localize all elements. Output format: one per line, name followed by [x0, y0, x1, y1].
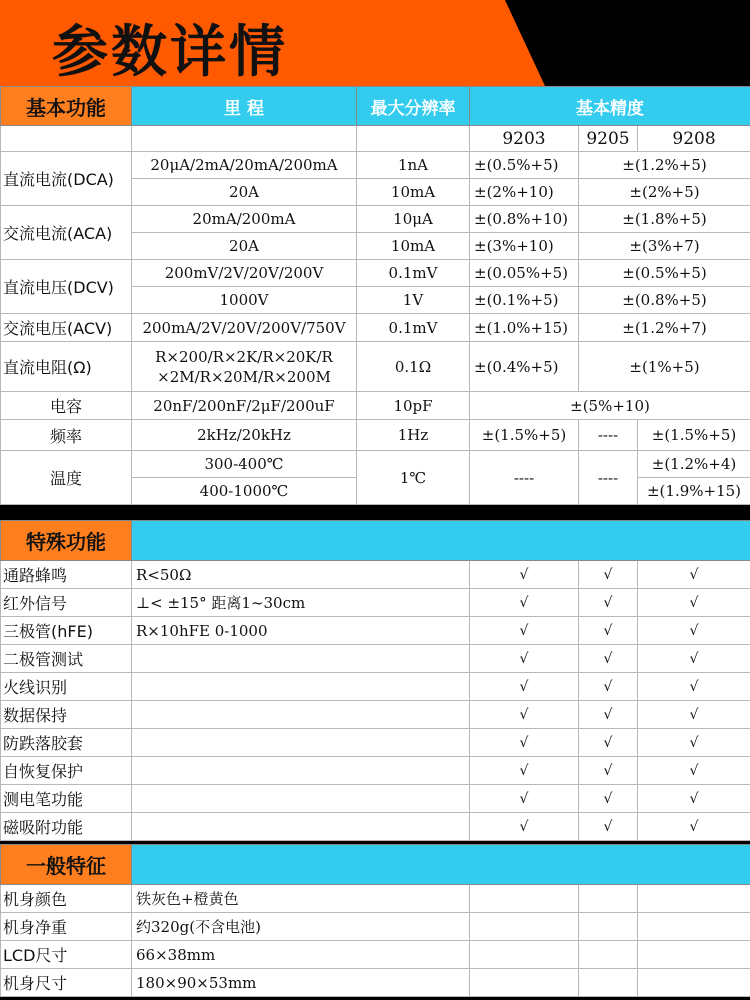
accuracy-9205: ---- — [579, 451, 638, 505]
range-cell — [132, 342, 357, 392]
feature-name: 二极管测试 — [1, 645, 132, 673]
section-label-general: 一般特征 — [1, 845, 132, 885]
table-row — [1, 729, 750, 757]
header-range: 里 程 — [132, 87, 357, 126]
check-9205: √ — [579, 729, 638, 757]
resolution-cell: 10μA — [357, 206, 470, 233]
spec-name: 机身尺寸 — [1, 969, 132, 997]
table-row — [1, 785, 750, 813]
table-row — [1, 314, 750, 342]
table-row — [1, 757, 750, 785]
spec-value: 180×90×53mm — [132, 969, 470, 997]
range-cell: 20nF/200nF/2μF/200uF — [132, 392, 357, 420]
check-9203: √ — [470, 729, 579, 757]
check-9205: √ — [579, 589, 638, 617]
row-label-dca: 直流电流(DCA) — [1, 152, 132, 206]
accuracy-9203: ±(2%+10) — [470, 179, 579, 206]
table-row — [1, 392, 750, 420]
accuracy-9208: ±(1.5%+5) — [638, 420, 750, 451]
accuracy-9205-9208: ±(3%+7) — [579, 233, 750, 260]
range-cell: 400-1000℃ — [132, 478, 357, 505]
accuracy-9203: ±(0.4%+5) — [470, 342, 579, 392]
general-features-table — [0, 844, 750, 997]
accuracy-9205-9208: ±(0.5%+5) — [579, 260, 750, 287]
row-label-aca: 交流电流(ACA) — [1, 206, 132, 260]
feature-desc — [132, 757, 470, 785]
check-9205: √ — [579, 617, 638, 645]
resolution-cell: 10mA — [357, 233, 470, 260]
model-9208: 9208 — [638, 126, 750, 152]
accuracy-9205-9208: ±(2%+5) — [579, 179, 750, 206]
accuracy-9203: ---- — [470, 451, 579, 505]
feature-name: 通路蜂鸣 — [1, 561, 132, 589]
feature-name: 红外信号 — [1, 589, 132, 617]
row-label-ohm: 直流电阻(Ω) — [1, 342, 132, 392]
range-cell: 2kHz/20kHz — [132, 420, 357, 451]
resolution-cell: 1℃ — [357, 451, 470, 505]
check-9203: √ — [470, 645, 579, 673]
model-9205: 9205 — [579, 126, 638, 152]
range-cell: 1000V — [132, 287, 357, 314]
table-row — [1, 589, 750, 617]
accuracy-9205-9208: ±(1.2%+5) — [579, 152, 750, 179]
range-line-1: R×200/R×2K/R×20K/R — [155, 347, 333, 366]
resolution-cell: 1nA — [357, 152, 470, 179]
check-9208: √ — [638, 673, 750, 701]
section-label-basic: 基本功能 — [1, 87, 132, 126]
feature-desc — [132, 701, 470, 729]
feature-desc: ⊥< ±15° 距离1~30cm — [132, 589, 470, 617]
spec-value: 约320g(不含电池) — [132, 913, 470, 941]
feature-name: 防跌落胶套 — [1, 729, 132, 757]
check-9208: √ — [638, 813, 750, 841]
table-row — [1, 420, 750, 451]
check-9208: √ — [638, 589, 750, 617]
section-header-bar — [132, 845, 750, 885]
table-row — [1, 941, 750, 969]
accuracy-9203: ±(3%+10) — [470, 233, 579, 260]
table-row — [1, 342, 750, 392]
table-row — [1, 561, 750, 589]
special-header-row — [1, 521, 750, 561]
table-row — [1, 813, 750, 841]
resolution-cell: 10mA — [357, 179, 470, 206]
spec-value: 66×38mm — [132, 941, 470, 969]
row-label-freq: 频率 — [1, 420, 132, 451]
check-9203: √ — [470, 701, 579, 729]
check-9203: √ — [470, 813, 579, 841]
spec-name: 机身颜色 — [1, 885, 132, 913]
check-9205: √ — [579, 673, 638, 701]
check-9205: √ — [579, 813, 638, 841]
accuracy-9205-9208: ±(0.8%+5) — [579, 287, 750, 314]
check-9203: √ — [470, 673, 579, 701]
table-row — [1, 913, 750, 941]
feature-desc: R<50Ω — [132, 561, 470, 589]
range-cell: 20A — [132, 233, 357, 260]
check-9203: √ — [470, 785, 579, 813]
resolution-cell: 10pF — [357, 392, 470, 420]
feature-name: 数据保持 — [1, 701, 132, 729]
accuracy-9205-9208: ±(1.2%+7) — [579, 314, 750, 342]
accuracy-9203: ±(1.0%+15) — [470, 314, 579, 342]
feature-name: 三极管(hFE) — [1, 617, 132, 645]
table-row — [1, 617, 750, 645]
check-9205: √ — [579, 561, 638, 589]
range-cell: 200mV/2V/20V/200V — [132, 260, 357, 287]
accuracy-9203: ±(0.1%+5) — [470, 287, 579, 314]
check-9208: √ — [638, 617, 750, 645]
spec-name: 机身净重 — [1, 913, 132, 941]
check-9205: √ — [579, 785, 638, 813]
check-9205: √ — [579, 701, 638, 729]
spec-value: 铁灰色+橙黄色 — [132, 885, 470, 913]
accuracy-9203: ±(0.5%+5) — [470, 152, 579, 179]
accuracy-9208: ±(1.2%+4) — [638, 451, 750, 478]
header-accuracy: 基本精度 — [470, 87, 750, 126]
table-row — [1, 969, 750, 997]
feature-desc: R×10hFE 0-1000 — [132, 617, 470, 645]
accuracy-all-models: ±(5%+10) — [470, 392, 750, 420]
range-line-2: ×2M/R×20M/R×200M — [157, 367, 331, 386]
page-title: 参数详情 — [52, 20, 288, 85]
feature-desc — [132, 645, 470, 673]
feature-name: 磁吸附功能 — [1, 813, 132, 841]
resolution-cell: 0.1mV — [357, 314, 470, 342]
table-row — [1, 152, 750, 179]
feature-desc — [132, 673, 470, 701]
section-label-special: 特殊功能 — [1, 521, 132, 561]
resolution-cell: 0.1mV — [357, 260, 470, 287]
feature-desc — [132, 729, 470, 757]
header-resolution: 最大分辨率 — [357, 87, 470, 126]
accuracy-9205-9208: ±(1%+5) — [579, 342, 750, 392]
accuracy-9203: ±(0.05%+5) — [470, 260, 579, 287]
table-row — [1, 673, 750, 701]
check-9203: √ — [470, 589, 579, 617]
feature-desc — [132, 813, 470, 841]
accuracy-9203: ±(1.5%+5) — [470, 420, 579, 451]
feature-name: 火线识别 — [1, 673, 132, 701]
check-9208: √ — [638, 729, 750, 757]
model-9203: 9203 — [470, 126, 579, 152]
row-label-dcv: 直流电压(DCV) — [1, 260, 132, 314]
feature-name: 自恢复保护 — [1, 757, 132, 785]
row-label-acv: 交流电压(ACV) — [1, 314, 132, 342]
table-row — [1, 451, 750, 478]
section-header-bar — [132, 521, 750, 561]
range-cell: 300-400℃ — [132, 451, 357, 478]
accuracy-9208: ±(1.9%+15) — [638, 478, 750, 505]
table-row — [1, 645, 750, 673]
feature-name: 测电笔功能 — [1, 785, 132, 813]
table-row — [1, 206, 750, 233]
feature-desc — [132, 785, 470, 813]
table-row — [1, 701, 750, 729]
accuracy-9203: ±(0.8%+10) — [470, 206, 579, 233]
accuracy-9205-9208: ±(1.8%+5) — [579, 206, 750, 233]
title-banner — [0, 0, 750, 86]
special-functions-table — [0, 520, 750, 841]
check-9203: √ — [470, 757, 579, 785]
range-cell: 200mA/2V/20V/200V/750V — [132, 314, 357, 342]
check-9208: √ — [638, 785, 750, 813]
spec-name: LCD尺寸 — [1, 941, 132, 969]
accuracy-9205: ---- — [579, 420, 638, 451]
check-9208: √ — [638, 561, 750, 589]
general-header-row — [1, 845, 750, 885]
row-label-cap: 电容 — [1, 392, 132, 420]
table-row — [1, 260, 750, 287]
row-label-temp: 温度 — [1, 451, 132, 505]
check-9208: √ — [638, 701, 750, 729]
model-row — [1, 126, 750, 152]
resolution-cell: 0.1Ω — [357, 342, 470, 392]
basic-header-row — [1, 87, 750, 126]
range-cell: 20mA/200mA — [132, 206, 357, 233]
check-9205: √ — [579, 757, 638, 785]
check-9205: √ — [579, 645, 638, 673]
range-cell: 20μA/2mA/20mA/200mA — [132, 152, 357, 179]
check-9208: √ — [638, 645, 750, 673]
check-9203: √ — [470, 561, 579, 589]
check-9203: √ — [470, 617, 579, 645]
table-row — [1, 885, 750, 913]
resolution-cell: 1V — [357, 287, 470, 314]
resolution-cell: 1Hz — [357, 420, 470, 451]
range-cell: 20A — [132, 179, 357, 206]
basic-functions-table — [0, 86, 750, 505]
check-9208: √ — [638, 757, 750, 785]
